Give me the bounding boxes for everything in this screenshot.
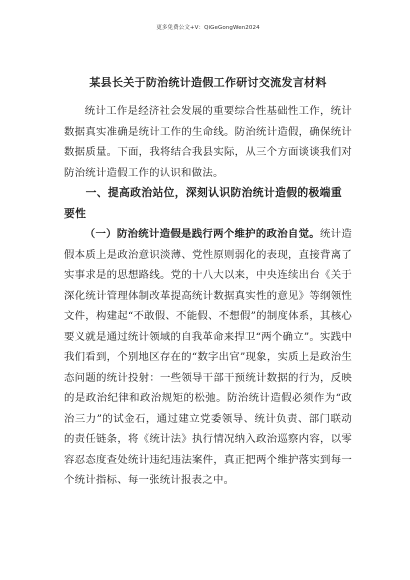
subsection-heading-1: （一）防治统计造假是践行两个维护的政治自觉。 — [84, 228, 320, 240]
subsection-paragraph-1 — [64, 224, 352, 491]
document-body — [64, 101, 352, 491]
subsection-body-1: 统计造假本质上是政治意识淡薄、党性原则弱化的表现，直接背离了实事求是的思想路线。党的十八大以来，中央连续出台《关于深化统计管理体制改革提高统计数据真实性的意见》等纲领性文件，构建起“不敢假、不能假、不想假”的制度体系，其核心要义就是通过统计领域的自我革命来捍卫“两个确立”。实践中我们看到，个别地区存在的“数字出官”现象，实质上是政治生态问题的统计投射：一些领导干部干预统计数据的行为，反映的是政治纪律和政治规矩的松弛。防治统计造假必须作为“政治三力”的试金石，通过建立党委领导、统计负责、部门联动的责任链条，将《统计法》执行情况纳入政治巡察内容，以零容忍态度查处统计违纪违法案件，真正把两个维护落实到每一个统计指标、每一张统计报表之中。 — [64, 228, 353, 486]
section-heading-1: 一、提高政治站位，深刻认识防治统计造假的极端重要性 — [64, 186, 342, 220]
header-note: 更多免费公文+V：QiGeGongWen2024 — [156, 25, 260, 31]
document-title: 某县长关于防治统计造假工作研讨交流发言材料 — [89, 76, 327, 89]
intro-paragraph: 统计工作是经济社会发展的重要综合性基础性工作，统计数据真实准确是统计工作的生命线。防治统计造假，确保统计数据质量。下面，我将结合我县实际，从三个方面谈谈我们对防治统计造假工作的认识和做法。 — [64, 105, 352, 179]
